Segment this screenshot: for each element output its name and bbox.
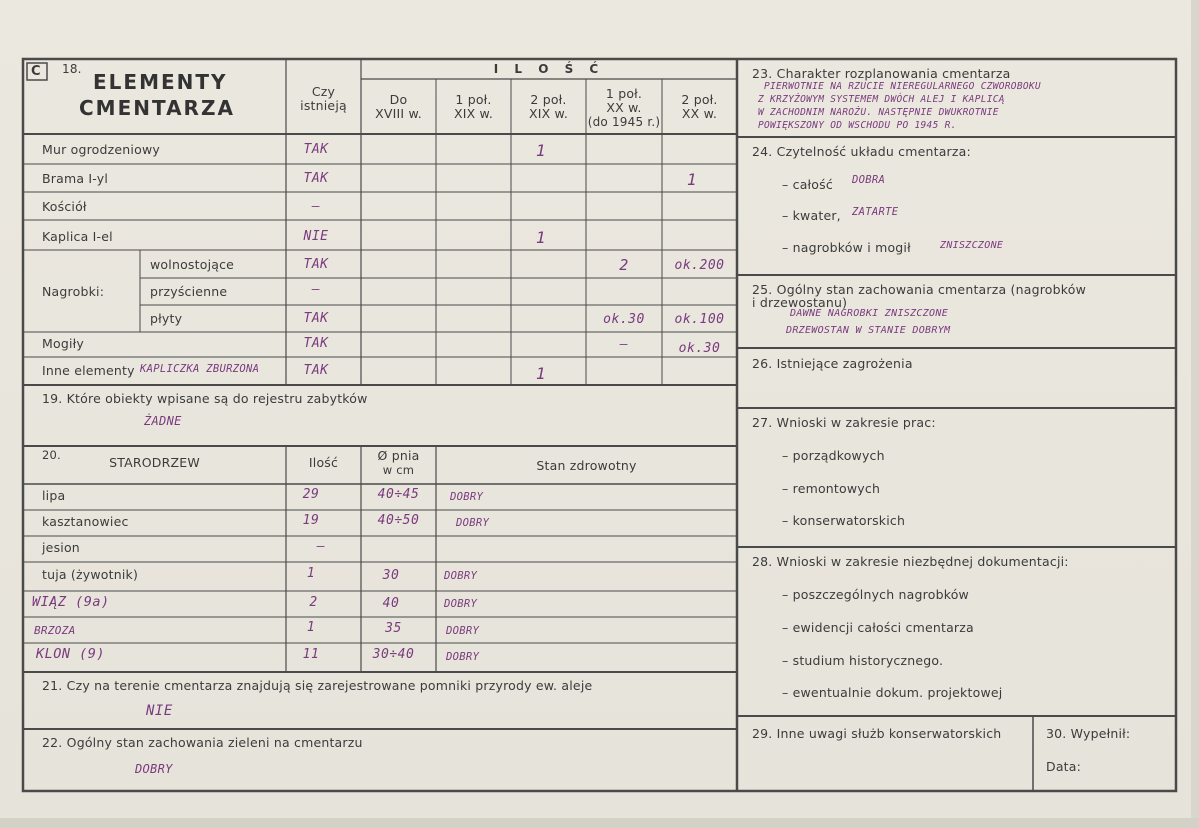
- period-4-c: (do 1945 r.): [587, 115, 661, 129]
- period-5-b: XX w.: [681, 106, 718, 121]
- s24-item-calosc: – całość: [782, 177, 833, 192]
- tree-stan-kasztanowiec: DOBRY: [456, 517, 490, 529]
- row-czy-mur: TAK: [303, 142, 329, 157]
- value-mogily-1pol-xx: —: [619, 337, 629, 352]
- row-inne-handwritten: KAPLICZKA ZBURZONA: [140, 363, 260, 375]
- period-4-b: XX w.: [606, 100, 642, 115]
- s27-item-remontowych: – remontowych: [782, 481, 881, 496]
- row-label-brama: Brama I-yl: [42, 171, 109, 186]
- value-plyty-2pol-xx: ok.100: [674, 312, 725, 327]
- value-inne-2pol-xix: 1: [535, 364, 547, 383]
- data-label: Data:: [1046, 759, 1082, 774]
- row-label-plyty: płyty: [150, 311, 183, 326]
- section-20-number: 20.: [42, 448, 61, 462]
- section-19-value: ŻADNE: [144, 414, 182, 428]
- section-25-label-2: i drzewostanu): [752, 295, 848, 310]
- value-kaplica-2pol-xix: 1: [535, 228, 547, 247]
- tree-stan-wiaz: DOBRY: [444, 598, 478, 610]
- row-label-mogily: Mogiły: [42, 336, 84, 351]
- row-label-mur: Mur ogrodzeniowy: [42, 142, 160, 157]
- section-21-label: 21. Czy na terenie cmentarza znajdują się zarejestrowane pomniki przyrody ew. aleje: [42, 678, 593, 693]
- title-line-1: ELEMENTY: [93, 70, 228, 94]
- col-ilosc: I L O Ś Ć: [493, 62, 605, 76]
- s24-value-kwater: ZATARTE: [852, 206, 899, 218]
- s28-item-nagrobkow: – poszczególnych nagrobków: [782, 587, 969, 602]
- s27-item-konserwatorskich: – konserwatorskich: [782, 513, 906, 528]
- section-letter: C: [31, 64, 41, 79]
- row-czy-plyty: TAK: [303, 311, 329, 326]
- tree-name-tuja: tuja (żywotnik): [42, 567, 139, 582]
- section-23-line-2: Z KRZYŻOWYM SYSTEMEM DWÓCH ALEJ I KAPLICĄ: [758, 94, 1005, 105]
- row-label-kosciol: Kościół: [42, 199, 87, 214]
- col-stan-zdrowotny: Stan zdrowotny: [536, 458, 637, 473]
- section-25-line-1: DAWNE NAGROBKI ZNISZCZONE: [790, 308, 949, 319]
- col-starodrzew: STARODRZEW: [109, 455, 200, 470]
- tree-name-lipa: lipa: [42, 488, 66, 503]
- s24-item-nagrobkow: – nagrobków i mogił: [782, 240, 911, 255]
- s24-item-kwater: – kwater,: [782, 208, 841, 223]
- section-19-label: 19. Które obiekty wpisane są do rejestru zabytków: [42, 391, 368, 406]
- tree-pien-lipa: 40÷45: [377, 487, 420, 502]
- section-28-label: 28. Wnioski w zakresie niezbędnej dokumentacji:: [752, 554, 1069, 569]
- col-pien-2: w cm: [382, 463, 415, 477]
- s28-item-ewidencji: – ewidencji całości cmentarza: [782, 620, 974, 635]
- col-czy-2: istnieją: [300, 98, 347, 113]
- col-ilosc-drzew: Ilość: [308, 455, 339, 470]
- tree-pien-wiaz: 40: [382, 596, 400, 611]
- section-22-value: DOBRY: [135, 762, 173, 776]
- value-wolnostojace-1pol-xx: 2: [619, 256, 629, 274]
- s27-item-porzadkowych: – porządkowych: [782, 448, 885, 463]
- tree-stan-klon: DOBRY: [446, 651, 480, 663]
- tree-ilosc-lipa: 29: [302, 487, 320, 502]
- tree-name-klon: KLON (9): [36, 646, 106, 662]
- row-czy-kosciol: —: [311, 199, 321, 214]
- section-25-label-1: 25. Ogólny stan zachowania cmentarza (nagrobków: [752, 282, 1087, 297]
- tree-ilosc-klon: 11: [302, 647, 320, 662]
- s24-value-nagrobkow: ZNISZCZONE: [940, 240, 1004, 251]
- section-30-label: 30. Wypełnił:: [1046, 726, 1131, 741]
- s28-item-studium: – studium historycznego.: [782, 653, 944, 668]
- tree-ilosc-kasztanowiec: 19: [302, 513, 320, 528]
- section-27-label: 27. Wnioski w zakresie prac:: [752, 415, 936, 430]
- tree-pien-brzoza: 35: [385, 621, 402, 636]
- col-czy-1: Czy: [311, 84, 336, 99]
- section-18-number: 18.: [62, 62, 82, 76]
- row-czy-brama: TAK: [303, 171, 329, 186]
- period-2-b: XIX w.: [453, 106, 494, 121]
- col-pien-1: Ø pnia: [377, 448, 420, 463]
- period-3-a: 2 poł.: [530, 92, 567, 107]
- tree-ilosc-tuja: 1: [306, 566, 316, 581]
- value-wolnostojace-2pol-xx: ok.200: [674, 258, 725, 273]
- tree-stan-tuja: DOBRY: [444, 570, 478, 582]
- period-2-a: 1 poł.: [455, 92, 492, 107]
- value-mur-2pol-xix: 1: [535, 141, 547, 160]
- period-4-a: 1 poł.: [605, 86, 643, 101]
- period-3-b: XIX w.: [528, 106, 569, 121]
- s28-item-projektowej: – ewentualnie dokum. projektowej: [782, 685, 1003, 700]
- value-brama-2pol-xx: 1: [686, 170, 698, 189]
- section-23-label: 23. Charakter rozplanowania cmentarza: [752, 66, 1011, 81]
- title-line-2: CMENTARZA: [79, 96, 235, 120]
- section-21-value: NIE: [146, 703, 173, 719]
- row-label-nagrobki: Nagrobki:: [42, 284, 105, 299]
- period-5-a: 2 poł.: [681, 92, 718, 107]
- tree-pien-tuja: 30: [382, 568, 400, 583]
- section-24-label: 24. Czytelność układu cmentarza:: [752, 144, 971, 159]
- row-czy-inne: TAK: [303, 363, 329, 378]
- section-25-line-2: DRZEWOSTAN W STANIE DOBRYM: [786, 325, 951, 336]
- row-czy-mogily: TAK: [303, 336, 329, 351]
- tree-name-kasztanowiec: kasztanowiec: [42, 514, 129, 529]
- row-label-przyscienne: przyścienne: [150, 284, 228, 299]
- value-mogily-2pol-xx: ok.30: [678, 341, 721, 356]
- tree-pien-klon: 30÷40: [372, 647, 415, 662]
- tree-pien-kasztanowiec: 40÷50: [377, 513, 420, 528]
- s24-value-calosc: DOBRA: [852, 174, 886, 186]
- tree-name-brzoza: BRZOZA: [34, 624, 76, 637]
- period-1-b: XVIII w.: [375, 106, 422, 121]
- tree-ilosc-brzoza: 1: [306, 620, 316, 635]
- section-23-line-1: PIERWOTNIE NA RZUCIE NIEREGULARNEGO CZWOROBOKU: [764, 81, 1041, 92]
- tree-name-jesion: jesion: [42, 540, 80, 555]
- row-czy-wolnostojace: TAK: [303, 257, 329, 272]
- row-label-inne: Inne elementy: [42, 363, 135, 378]
- section-26-label: 26. Istniejące zagrożenia: [752, 356, 913, 371]
- tree-name-wiaz: WIĄZ (9a): [32, 594, 110, 610]
- row-czy-kaplica: NIE: [303, 229, 329, 244]
- row-czy-przyscienne: —: [311, 282, 321, 297]
- section-23-line-3: W ZACHODNIM NAROŻU. NASTĘPNIE DWUKROTNIE: [758, 107, 999, 118]
- tree-ilosc-jesion: —: [316, 539, 326, 554]
- row-label-kaplica: Kaplica I-el: [42, 229, 113, 244]
- tree-ilosc-wiaz: 2: [309, 595, 318, 610]
- row-label-wolnostojace: wolnostojące: [150, 257, 235, 272]
- tree-stan-lipa: DOBRY: [450, 491, 484, 503]
- section-29-label: 29. Inne uwagi służb konserwatorskich: [752, 726, 1002, 741]
- section-22-label: 22. Ogólny stan zachowania zieleni na cmentarzu: [42, 735, 363, 750]
- value-plyty-1pol-xx: ok.30: [603, 312, 645, 327]
- section-23-line-4: POWIĘKSZONY OD WSCHODU PO 1945 R.: [758, 120, 957, 131]
- period-1-a: Do: [389, 92, 408, 107]
- tree-stan-brzoza: DOBRY: [446, 625, 480, 637]
